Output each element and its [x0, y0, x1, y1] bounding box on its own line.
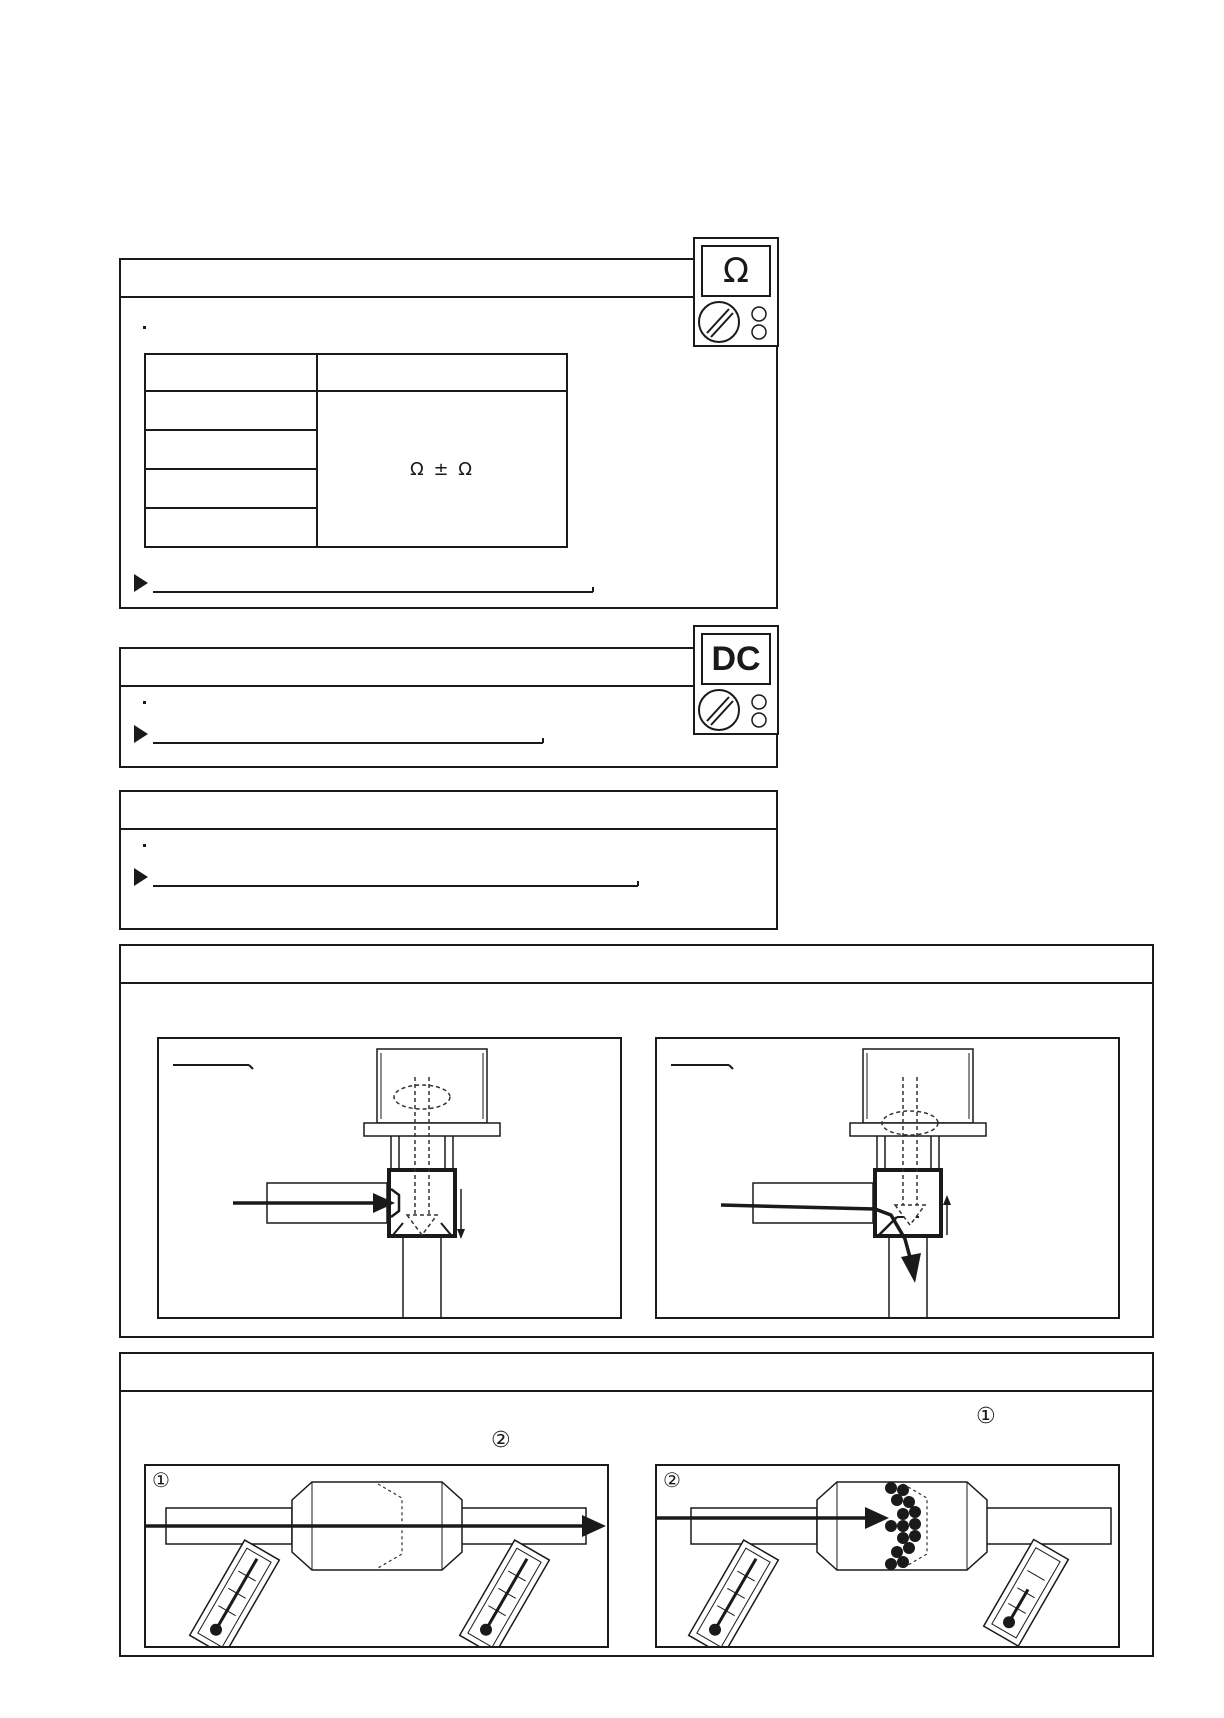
table-cell: [145, 391, 317, 430]
figure-marker-2: ②: [663, 1468, 681, 1492]
resistance-spec-table: [144, 353, 568, 548]
ohmmeter-icon: [693, 237, 779, 347]
underline-end: [542, 738, 544, 743]
bullet-dot: [143, 326, 146, 329]
bullet-dot: [143, 701, 146, 704]
catalyst-clogged-figure: [655, 1464, 1120, 1648]
arrow-right-icon: [134, 574, 148, 592]
reference-marker-1: ①: [976, 1404, 996, 1429]
meter-dial-icon: [695, 299, 777, 345]
thermometer-icon: [190, 1540, 280, 1646]
reference-marker-2: ②: [491, 1428, 511, 1453]
underline: [153, 885, 638, 887]
bullet-dot: [143, 844, 146, 847]
dc-voltmeter-icon: [693, 625, 779, 735]
voltage-check-section: [119, 647, 778, 768]
table-cell: [145, 430, 317, 469]
section-header: [121, 1354, 1152, 1392]
catalyst-normal-diagram: [146, 1466, 607, 1646]
table-header-cell: [317, 354, 567, 391]
valve-closed-figure: [655, 1037, 1120, 1319]
resistance-check-section: [119, 258, 778, 609]
thermometer-icon: [984, 1540, 1069, 1646]
resistance-value-cell: [317, 391, 567, 547]
thermometer-icon: [460, 1540, 550, 1646]
arrow-right-icon: [134, 725, 148, 743]
dc-symbol: DC: [711, 639, 761, 678]
thermometer-icon: [689, 1540, 779, 1646]
catalyst-normal-figure: [144, 1464, 609, 1648]
section-header: [121, 946, 1152, 984]
valve-closed-diagram: [657, 1039, 1118, 1317]
meter-display: [701, 633, 771, 685]
table-cell: [145, 469, 317, 508]
catalyst-check-section: [119, 1352, 1154, 1657]
valve-operation-section: [119, 944, 1154, 1338]
underline-end: [592, 587, 594, 592]
inspection-section-3: [119, 790, 778, 930]
catalyst-clogged-diagram: [657, 1466, 1118, 1646]
ohm-symbol: Ω: [723, 251, 749, 291]
table-cell: [145, 508, 317, 547]
figure-marker-1: ①: [152, 1468, 170, 1492]
table-header-cell: [145, 354, 317, 391]
underline-end: [637, 881, 639, 886]
section-header: [121, 260, 776, 298]
meter-dial-icon: [695, 687, 777, 733]
underline: [153, 591, 593, 593]
valve-open-figure: [157, 1037, 622, 1319]
section-header: [121, 649, 776, 687]
resistance-value: Ω ± Ω: [409, 458, 475, 480]
arrow-right-icon: [134, 868, 148, 886]
meter-display: [701, 245, 771, 297]
section-header: [121, 792, 776, 830]
underline: [153, 742, 543, 744]
valve-open-diagram: [159, 1039, 620, 1317]
